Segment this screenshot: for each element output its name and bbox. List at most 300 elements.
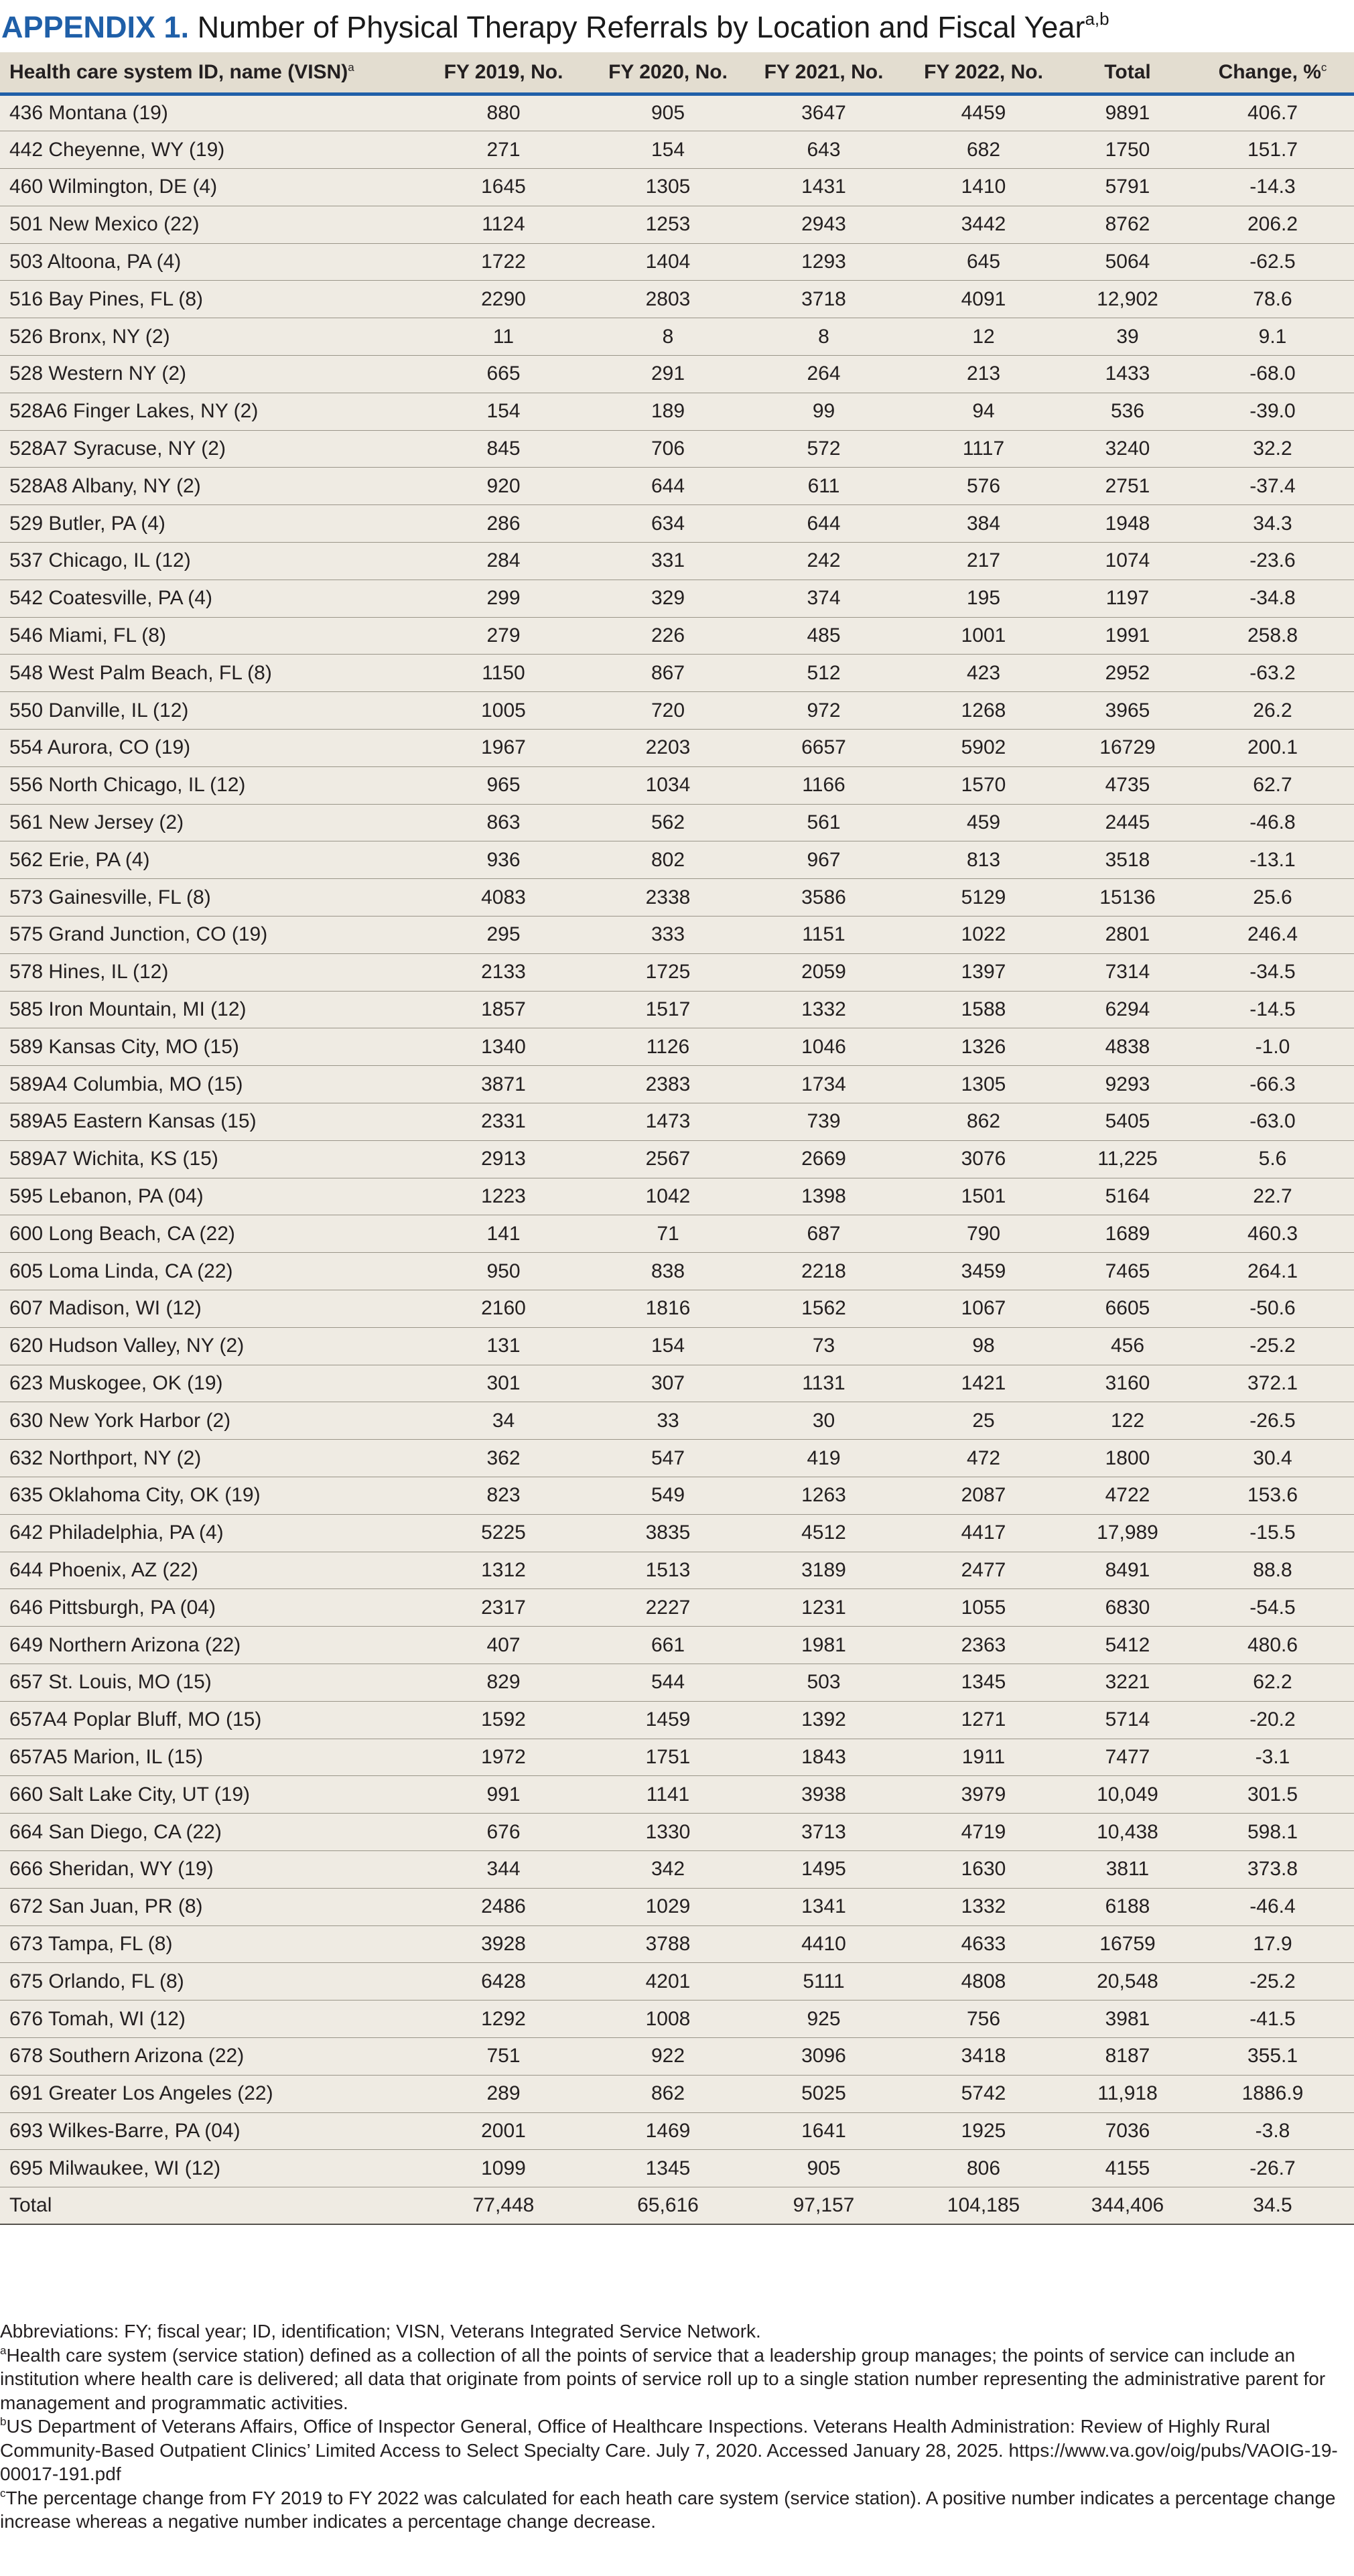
header-fy2022: FY 2022, No.	[924, 60, 1043, 83]
fy2022-value: 423	[966, 661, 1001, 684]
fy2021-value: 3586	[801, 886, 846, 908]
fy2019-value: 131	[486, 1335, 521, 1357]
system-name: 561 New Jersey (2)	[9, 811, 184, 834]
fy2020-value: 1126	[646, 1035, 690, 1058]
change-value: 406.7	[1247, 101, 1298, 124]
change-value: -23.6	[1249, 549, 1296, 572]
fy2021-value: 1131	[802, 1371, 845, 1394]
total-value: 3221	[1105, 1671, 1150, 1694]
change-value: 264.1	[1247, 1260, 1298, 1282]
fy2022-value: 1268	[961, 699, 1006, 722]
system-name: 695 Milwaukee, WI (12)	[9, 2157, 221, 2179]
fy2020-value: 1042	[645, 1185, 691, 1207]
total-value: 4838	[1105, 1035, 1150, 1058]
fy2020-value: 1253	[645, 213, 691, 236]
change-value: 26.2	[1253, 699, 1292, 722]
fy2022-value: 1055	[961, 1596, 1006, 1619]
system-name: 529 Butler, PA (4)	[9, 512, 165, 535]
system-name: 605 Loma Linda, CA (22)	[9, 1260, 233, 1282]
fy2020-value: 544	[651, 1671, 685, 1694]
fy2021-value: 1495	[801, 1858, 846, 1881]
fy2021-value: 5025	[801, 2082, 846, 2105]
change-value: -1.0	[1255, 1035, 1290, 1058]
total-value: 7036	[1105, 2119, 1150, 2142]
fy2019-value: 965	[486, 774, 521, 797]
fy2022-value: 459	[966, 811, 1001, 834]
fy2019-value: 284	[486, 549, 521, 572]
change-value: 373.8	[1247, 1858, 1298, 1881]
fy2019-value: 295	[486, 923, 521, 946]
change-value: -68.0	[1249, 362, 1296, 385]
system-name: 537 Chicago, IL (12)	[9, 549, 191, 572]
system-name: 501 New Mexico (22)	[9, 213, 200, 236]
total-value: 7477	[1105, 1745, 1150, 1768]
fy2020-value: 333	[651, 923, 685, 946]
fy2021-value: 2669	[801, 1148, 846, 1170]
fy2021-value: 419	[807, 1446, 841, 1469]
fy2021-value: 1341	[801, 1895, 846, 1918]
table-row	[0, 766, 1354, 804]
system-name: 635 Oklahoma City, OK (19)	[9, 1484, 261, 1507]
total-value: 122	[1110, 1409, 1145, 1432]
fy2020-value: 307	[651, 1371, 685, 1394]
fy2022-value: 576	[966, 474, 1001, 497]
fy2019-value: 2913	[481, 1148, 526, 1170]
fy2019-value: 407	[486, 1633, 521, 1656]
table-row	[0, 2150, 1354, 2187]
fy2022-value: 4808	[961, 1970, 1006, 1992]
fy2019-value: 34	[492, 1409, 515, 1432]
fy2022-value: 4417	[961, 1521, 1006, 1544]
system-name: 575 Grand Junction, CO (19)	[9, 923, 268, 946]
fy2019-value: 1967	[481, 736, 526, 759]
fy2019-value: 880	[486, 101, 521, 124]
table-row	[0, 804, 1354, 841]
fy2020-value: 33	[657, 1409, 679, 1432]
table-row	[0, 1290, 1354, 1328]
fy2021-value: 99	[812, 400, 835, 423]
table-row	[0, 1589, 1354, 1627]
total-value: 536	[1110, 400, 1145, 423]
fy2019-value: 1099	[481, 2157, 526, 2179]
table-row	[0, 1028, 1354, 1066]
fy2019-value: 863	[486, 811, 521, 834]
fy2020-value: 189	[651, 400, 685, 423]
fy2020-value: 291	[651, 362, 685, 385]
system-name: 503 Altoona, PA (4)	[9, 251, 182, 273]
change-value: 17.9	[1253, 1932, 1292, 1955]
total-value: 11,918	[1097, 2082, 1158, 2105]
table-row	[0, 1365, 1354, 1402]
fy2022-value: 1397	[961, 961, 1006, 984]
system-name: 442 Cheyenne, WY (19)	[9, 138, 225, 161]
total-value: 4735	[1105, 774, 1150, 797]
fy2021-value: 3189	[801, 1558, 846, 1581]
table-row	[0, 1477, 1354, 1514]
table-footnotes	[0, 2319, 1354, 2534]
fy2019-value: 11	[492, 325, 515, 348]
fy2022-value: 1911	[961, 1745, 1006, 1768]
fy2021-value: 925	[807, 2007, 841, 2030]
table-row	[0, 953, 1354, 991]
fy2019-value: 676	[486, 1820, 521, 1843]
fy2022-value: 1117	[962, 437, 1005, 460]
fy2020-value: 1345	[645, 2157, 691, 2179]
change-value: -25.2	[1249, 1970, 1296, 1992]
header-fy2020: FY 2020, No.	[608, 60, 728, 83]
fy2019-value: 920	[486, 474, 521, 497]
system-name: 589A7 Wichita, KS (15)	[9, 1148, 218, 1170]
total-value: 6294	[1105, 998, 1150, 1021]
fy2021-value: 1981	[801, 1633, 846, 1656]
footnote-b: $^b$US Department of Veterans Affairs, Office of Inspector General, Office of Healthcare Inspections. Veterans Health Administration: Review of Highly Rural Community-Based Outpatient Clinics’ Limited Access to Select Specialty Care. July 7, 2020. Accessed January 28, 2025. https://www.va.gov/oig/pubs/VAOIG-19-00017-191.pdf	[0, 2415, 1338, 2484]
total-value: 15136	[1099, 886, 1156, 908]
fy2020-value: 71	[657, 1222, 679, 1245]
fy2019-value: 829	[486, 1671, 521, 1694]
system-name: 589A5 Eastern Kansas (15)	[9, 1110, 257, 1133]
fy2020-value: 2203	[645, 736, 691, 759]
system-name: 556 North Chicago, IL (12)	[9, 774, 246, 797]
change-value: -34.8	[1249, 587, 1296, 610]
table-header	[0, 52, 1354, 94]
fy2019-value: 4083	[481, 886, 526, 908]
fy2020-value: 1034	[645, 774, 691, 797]
table-row	[0, 1627, 1354, 1664]
total-value: 3965	[1105, 699, 1150, 722]
total-total-value: 344,406	[1091, 2194, 1164, 2217]
total-value: 5164	[1105, 1185, 1150, 1207]
fy2020-value: 8	[662, 325, 674, 348]
fy2020-value: 1517	[645, 998, 691, 1021]
fy2021-value: 687	[807, 1222, 841, 1245]
table-body	[0, 94, 1354, 2224]
fy2019-value: 936	[486, 848, 521, 871]
fy2021-value: 905	[807, 2157, 841, 2179]
fy2022-value: 94	[972, 400, 995, 423]
header-total: Total	[1104, 60, 1151, 83]
total-value: 10,438	[1097, 1820, 1158, 1843]
fy2019-value: 2133	[481, 961, 526, 984]
change-value: 32.2	[1253, 437, 1292, 460]
change-value: 30.4	[1253, 1446, 1292, 1469]
table-row	[0, 281, 1354, 318]
total-fy2020-value: 65,616	[637, 2194, 699, 2217]
total-value: 456	[1110, 1335, 1145, 1357]
fy2020-value: 1141	[646, 1783, 690, 1806]
system-name: 623 Muskogee, OK (19)	[9, 1371, 223, 1394]
fy2019-value: 2331	[481, 1110, 526, 1133]
total-value: 5064	[1105, 251, 1150, 273]
change-value: -39.0	[1249, 400, 1296, 423]
system-name: 660 Salt Lake City, UT (19)	[9, 1783, 251, 1806]
fy2022-value: 1067	[961, 1297, 1006, 1320]
total-value: 7465	[1105, 1260, 1150, 1282]
total-value: 3160	[1105, 1371, 1150, 1394]
fy2019-value: 279	[486, 624, 521, 647]
fy2019-value: 3928	[481, 1932, 526, 1955]
fy2020-value: 2383	[645, 1073, 691, 1095]
system-name: 691 Greater Los Angeles (22)	[9, 2082, 273, 2105]
change-value: 62.2	[1253, 1671, 1292, 1694]
fy2021-value: 4512	[801, 1521, 846, 1544]
system-name: 632 Northport, NY (2)	[9, 1446, 202, 1469]
system-name: 678 Southern Arizona (22)	[9, 2045, 245, 2067]
fy2019-value: 141	[486, 1222, 521, 1245]
total-value: 1689	[1105, 1222, 1150, 1245]
table-row	[0, 243, 1354, 281]
fy2022-value: 756	[966, 2007, 1001, 2030]
header-row	[0, 52, 1354, 94]
fy2022-value: 1001	[961, 624, 1006, 647]
change-value: 355.1	[1247, 2045, 1298, 2067]
fy2021-value: 374	[807, 587, 841, 610]
fy2022-value: 1326	[961, 1035, 1006, 1058]
fy2020-value: 547	[651, 1446, 685, 1469]
table-row	[0, 1440, 1354, 1477]
total-value: 3240	[1105, 437, 1150, 460]
fy2020-value: 226	[651, 624, 685, 647]
total-value: 2445	[1105, 811, 1150, 834]
change-value: 598.1	[1247, 1820, 1298, 1843]
fy2019-value: 1005	[481, 699, 526, 722]
system-name: 554 Aurora, CO (19)	[9, 736, 191, 759]
total-value: 2751	[1105, 474, 1150, 497]
fy2021-value: 643	[807, 138, 841, 161]
change-value: 151.7	[1247, 138, 1298, 161]
fy2019-value: 1292	[481, 2007, 526, 2030]
fy2021-value: 1562	[801, 1297, 846, 1320]
system-name: 649 Northern Arizona (22)	[9, 1633, 241, 1656]
change-value: 372.1	[1247, 1371, 1298, 1394]
fy2020-value: 562	[651, 811, 685, 834]
total-value: 3518	[1105, 848, 1150, 871]
system-name: 676 Tomah, WI (12)	[9, 2007, 186, 2030]
change-value: -25.2	[1249, 1335, 1296, 1357]
fy2020-value: 1751	[645, 1745, 691, 1768]
system-name: 516 Bay Pines, FL (8)	[9, 287, 204, 310]
change-value: 258.8	[1247, 624, 1298, 647]
abbreviations-note: Abbreviations: FY; fiscal year; ID, identification; VISN, Veterans Integrated Service Network.	[0, 2321, 761, 2342]
table-row	[0, 1739, 1354, 1776]
system-name: 436 Montana (19)	[9, 101, 168, 124]
total-value: 3981	[1105, 2007, 1150, 2030]
fy2020-value: 154	[651, 138, 685, 161]
fy2022-value: 1588	[961, 998, 1006, 1021]
fy2020-value: 802	[651, 848, 685, 871]
fy2021-value: 1293	[801, 251, 846, 273]
system-name: 672 San Juan, PR (8)	[9, 1895, 203, 1918]
table-row	[0, 617, 1354, 655]
total-value: 2801	[1105, 923, 1150, 946]
fy2021-value: 8	[818, 325, 829, 348]
table-row	[0, 1253, 1354, 1290]
fy2021-value: 1332	[801, 998, 846, 1021]
fy2019-value: 2486	[481, 1895, 526, 1918]
system-name: 657A4 Poplar Bluff, MO (15)	[9, 1708, 262, 1731]
change-value: 78.6	[1253, 287, 1292, 310]
fy2021-value: 739	[807, 1110, 841, 1133]
system-name: 528A7 Syracuse, NY (2)	[9, 437, 226, 460]
total-value: 8491	[1105, 1558, 1150, 1581]
table-row	[0, 2112, 1354, 2150]
system-name: 573 Gainesville, FL (8)	[9, 886, 211, 908]
table-row	[0, 1814, 1354, 1851]
change-value: -46.4	[1249, 1895, 1296, 1918]
table-row	[0, 543, 1354, 580]
fy2020-value: 2803	[645, 287, 691, 310]
appendix-title	[1, 5, 1109, 50]
fy2022-value: 5129	[961, 886, 1006, 908]
change-value: 460.3	[1247, 1222, 1298, 1245]
table-row	[0, 1925, 1354, 1963]
system-name: 546 Miami, FL (8)	[9, 624, 166, 647]
table-row	[0, 1215, 1354, 1253]
total-value: 1991	[1105, 624, 1150, 647]
fy2022-value: 5902	[961, 736, 1006, 759]
fy2021-value: 2059	[801, 961, 846, 984]
fy2019-value: 3871	[481, 1073, 526, 1095]
table-row	[0, 2037, 1354, 2075]
system-name: 644 Phoenix, AZ (22)	[9, 1558, 198, 1581]
change-value: -13.1	[1249, 848, 1296, 871]
fy2019-value: 1722	[481, 251, 526, 273]
fy2019-value: 362	[486, 1446, 521, 1469]
total-fy2022-value: 104,185	[947, 2194, 1020, 2217]
fy2019-value: 299	[486, 587, 521, 610]
fy2022-value: 4091	[961, 287, 1006, 310]
total-value: 6605	[1105, 1297, 1150, 1320]
total-value: 16729	[1099, 736, 1156, 759]
title-superscript: a,b	[1085, 9, 1109, 29]
fy2019-value: 751	[486, 2045, 521, 2067]
change-value: 301.5	[1247, 1783, 1298, 1806]
table-row	[0, 1888, 1354, 1925]
fy2020-value: 634	[651, 512, 685, 535]
fy2021-value: 1843	[801, 1745, 846, 1768]
system-name: 526 Bronx, NY (2)	[9, 325, 170, 348]
fy2021-value: 1734	[801, 1073, 846, 1095]
table-row	[0, 1514, 1354, 1552]
footnote-a: $^a$Health care system (service station) defined as a collection of all the points of service that a leadership group manages; the points of service can include an institution where health care is delivered; all data that originate from points of service roll up to a single station number representing the administrative parent for management and programmatic activities.	[0, 2344, 1326, 2413]
change-value: -15.5	[1249, 1521, 1296, 1544]
total-value: 8187	[1105, 2045, 1150, 2067]
change-value: 480.6	[1247, 1633, 1298, 1656]
table-row	[0, 1140, 1354, 1178]
total-value: 7314	[1105, 961, 1150, 984]
system-name: 595 Lebanon, PA (04)	[9, 1185, 204, 1207]
fy2021-value: 1231	[801, 1596, 846, 1619]
fy2022-value: 195	[966, 587, 1001, 610]
fy2021-value: 4410	[801, 1932, 846, 1955]
change-value: -41.5	[1249, 2007, 1296, 2030]
fy2021-value: 1166	[802, 774, 845, 797]
fy2022-value: 3459	[961, 1260, 1006, 1282]
fy2021-value: 2943	[801, 213, 846, 236]
fy2022-value: 682	[966, 138, 1001, 161]
fy2021-value: 3713	[801, 1820, 846, 1843]
total-value: 11,225	[1097, 1148, 1158, 1170]
fy2021-value: 264	[807, 362, 841, 385]
fy2019-value: 1223	[481, 1185, 526, 1207]
system-name: 578 Hines, IL (12)	[9, 961, 169, 984]
fy2019-value: 2317	[481, 1596, 526, 1619]
system-name: 528A6 Finger Lakes, NY (2)	[9, 400, 259, 423]
fy2020-value: 1816	[645, 1297, 691, 1320]
fy2022-value: 98	[972, 1335, 995, 1357]
table-row	[0, 1701, 1354, 1739]
system-name: 585 Iron Mountain, MI (12)	[9, 998, 247, 1021]
fy2019-value: 6428	[481, 1970, 526, 1992]
total-value: 1433	[1105, 362, 1150, 385]
fy2019-value: 1645	[481, 176, 526, 198]
system-name: 657A5 Marion, IL (15)	[9, 1745, 204, 1768]
fy2020-value: 3788	[645, 1932, 691, 1955]
system-name: 589 Kansas City, MO (15)	[9, 1035, 239, 1058]
table-row	[0, 131, 1354, 169]
table-row	[0, 1552, 1354, 1589]
header-change: Change, %$^c$	[1218, 60, 1327, 83]
fy2021-value: 5111	[803, 1970, 845, 1992]
fy2019-value: 991	[486, 1783, 521, 1806]
fy2021-value: 1641	[801, 2119, 846, 2142]
total-value: 17,989	[1097, 1521, 1158, 1544]
change-value: 1886.9	[1241, 2082, 1304, 2105]
table-row	[0, 169, 1354, 206]
change-value: 62.7	[1253, 774, 1292, 797]
table-row	[0, 841, 1354, 879]
change-value: -62.5	[1249, 251, 1296, 273]
fy2020-value: 1008	[645, 2007, 691, 2030]
fy2022-value: 1345	[961, 1671, 1006, 1694]
table-row	[0, 505, 1354, 543]
system-name: 548 West Palm Beach, FL (8)	[9, 661, 272, 684]
table-row	[0, 1776, 1354, 1814]
total-value: 12,902	[1097, 287, 1158, 310]
change-value: -3.8	[1255, 2119, 1290, 2142]
fy2020-value: 867	[651, 661, 685, 684]
fy2020-value: 1473	[645, 1110, 691, 1133]
table-row	[0, 1066, 1354, 1103]
table-row	[0, 917, 1354, 954]
fy2019-value: 286	[486, 512, 521, 535]
total-value: 4155	[1105, 2157, 1150, 2179]
fy2022-value: 4633	[961, 1932, 1006, 1955]
fy2021-value: 30	[812, 1409, 835, 1432]
fy2022-value: 213	[966, 362, 1001, 385]
fy2020-value: 331	[651, 549, 685, 572]
total-row	[0, 2187, 1354, 2225]
fy2020-value: 644	[651, 474, 685, 497]
change-value: 5.6	[1258, 1148, 1287, 1170]
total-value: 5405	[1105, 1110, 1150, 1133]
fy2020-value: 706	[651, 437, 685, 460]
system-name: 528A8 Albany, NY (2)	[9, 474, 201, 497]
fy2022-value: 1570	[961, 774, 1006, 797]
fy2020-value: 2567	[645, 1148, 691, 1170]
change-value: -54.5	[1249, 1596, 1296, 1619]
table-row	[0, 1402, 1354, 1440]
table-row	[0, 2075, 1354, 2112]
table-row	[0, 692, 1354, 730]
change-value: 246.4	[1247, 923, 1298, 946]
fy2021-value: 1151	[802, 923, 845, 946]
fy2019-value: 1124	[482, 213, 525, 236]
total-value: 5791	[1105, 176, 1150, 198]
change-value: 34.3	[1253, 512, 1292, 535]
fy2022-value: 1022	[961, 923, 1006, 946]
fy2020-value: 1725	[645, 961, 691, 984]
change-value: -50.6	[1249, 1297, 1296, 1320]
